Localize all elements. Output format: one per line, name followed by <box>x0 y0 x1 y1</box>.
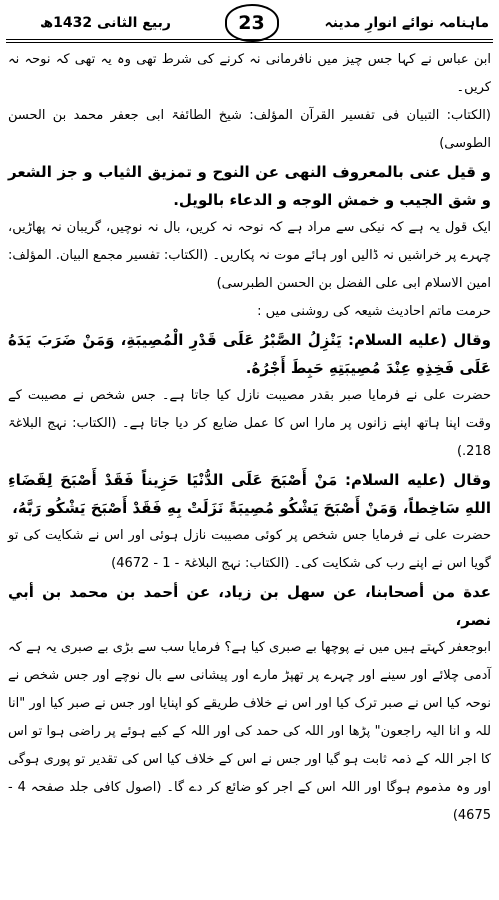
arabic-isnad: عدة من أصحابنا، عن سهل بن زياد، عن أحمد بن محمد بن أبي نصر، <box>8 583 491 629</box>
header-rule-top <box>6 39 493 40</box>
section-heading: حرمت ماتم احادیث شیعہ کی روشنی میں : <box>257 304 491 319</box>
page-number: 23 <box>238 12 265 34</box>
article-body <box>8 46 491 830</box>
page-number-badge <box>225 4 279 42</box>
paragraph-nawh-meaning: ایک قول یہ ہے کہ نیکی سے مراد ہے کہ نوحہ نہ کریں، بال نہ نوچیں، گریبان نہ پھاڑیں، چہرے پر خراشیں نہ ڈالیں اور ہائے موت نہ پکاریں۔ (الکتاب: تفسیر مجمع البیان. المؤلف: امین الاسلام ابی علی الفضل بن الحسن الطبرسی) <box>8 220 491 291</box>
issue-date: ربیع الثانی 1432ھ <box>40 15 171 31</box>
paragraph-shikayat-translation: حضرت علی نے فرمایا جس شخص پر کوئی مصیبت نازل ہوئی اور اس نے شکایت کی تو گویا اس نے اپنے رب کی شکایت کی۔ (الکتاب: نہج البلاغۃ - 1 - 4672) <box>8 528 491 571</box>
magazine-title: ماہنامہ نوائے انوارِ مدینہ <box>324 15 489 31</box>
paragraph-ibn-abbas: ابن عباس نے کہا جس چیز میں نافرمانی نہ کرنے کی شرط تھی وہ یہ تھی کہ نوحہ نہ کریں۔ <box>8 52 491 95</box>
citation-tibyan: (الکتاب: التبیان فی تفسیر القرآن المؤلف: شیخ الطائفۃ ابی جعفر محمد بن الحسن الطوسی) <box>8 108 491 151</box>
paragraph-sabr-translation: حضرت علی نے فرمایا صبر بقدر مصیبت نازل کیا جاتا ہے۔ جس شخص نے مصیبت کے وقت اپنا ہاتھ اپنے زانوں پر مارا اس کا عمل ضایع کر دیا جاتا ہے۔ (الکتاب: نہج البلاغۃ 218.) <box>8 388 491 459</box>
arabic-quote-huzn: وقال (عليه السلام: مَنْ أَصْبَحَ عَلَى الدُّنْيَا حَزِيناً فَقَدْ أَصْبَحَ لِقَضَاءِ اللهِ سَاخِطاً، وَمَنْ أَصْبَحَ يَشْكُو مُصِيبَةً نَزَلَتْ بِهِ فَقَدْ أَصْبَحَ يَشْكُو رَبَّهُ، <box>8 471 491 517</box>
arabic-quote-nahy: و قيل عنى بالمعروف النهى عن النوح و تمزيق الثياب و جز الشعر و شق الجيب و خمش الوجه و الدعاء بالويل. <box>8 163 491 209</box>
arabic-quote-sabr: وقال (عليه السلام: يَنْزِلُ الصَّبْرُ عَلَى قَدْرِ الْمُصِيبَةِ، وَمَنْ ضَرَبَ يَدَهُ عَلَى فَخِذِهِ عِنْدَ مُصِيبَتِهِ حَبِطَ أَجْرُهُ. <box>8 331 491 377</box>
header-rule-bottom <box>6 42 493 43</box>
paragraph-abu-jafar: ابوجعفر کہتے ہیں میں نے پوچھا بے صبری کیا ہے؟ فرمایا سب سے بڑی بے صبری یہ ہے کہ آدمی چلائے اور سینے اور چہرے پر تھپڑ مارے اور پیشانی سے بال نوچے اور جس شخص نے نوحہ کیا اس نے صبر ترک کیا اور اس نے خلاف طریقے کو اپنایا اور جس نے صبر کیا اور "انا للہ و انا الیہ راجعون" پڑھا اور اللہ کی حمد کی اور اللہ کے کیے ہوئے پر راضی ہوا تو اس کا اجر اللہ کے ذمہ ثابت ہو گیا اور جس نے اس کے خلاف کیا اس کی تقدیر تو پوری ہوگی اور وہ مذموم ہوگا اور اللہ اس کے اجر کو ضائع کر دے گا۔ (اصول کافی جلد صفحہ 4 - 4675) <box>8 640 491 823</box>
page-header <box>6 4 493 40</box>
